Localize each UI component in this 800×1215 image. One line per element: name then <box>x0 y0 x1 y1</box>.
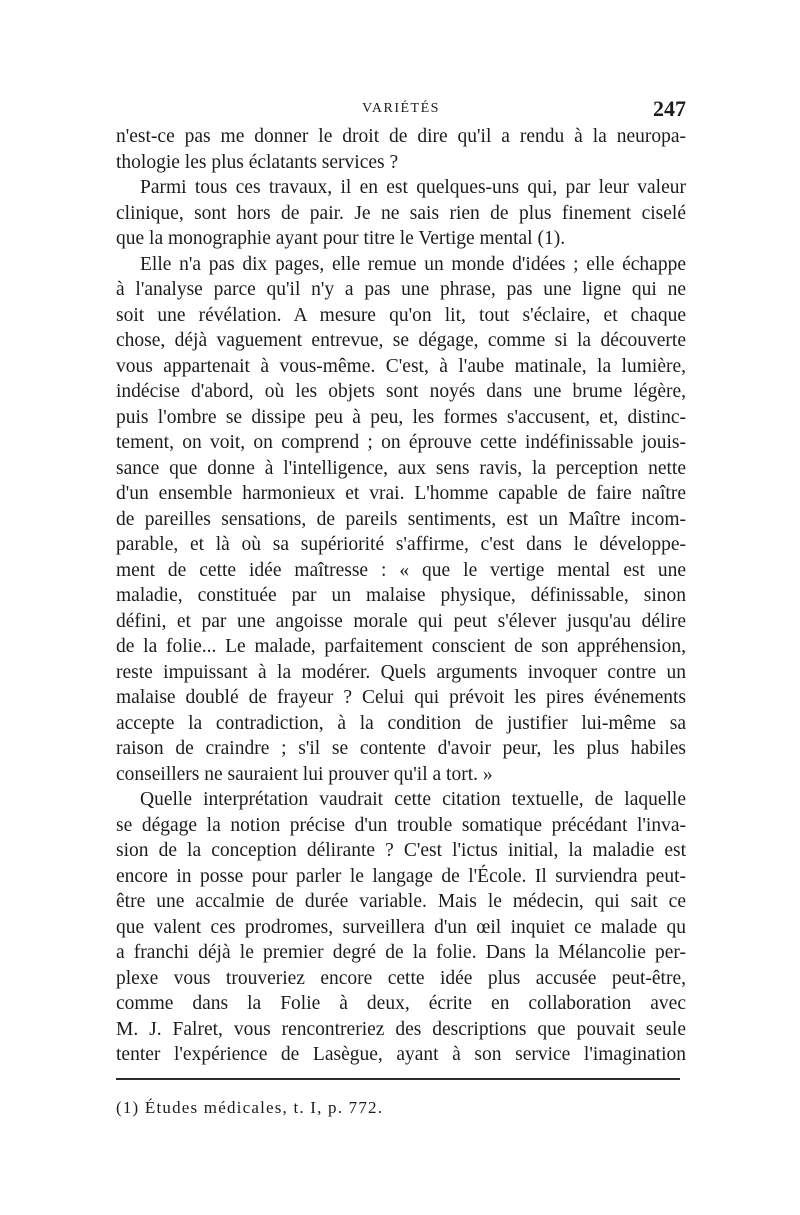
text-line: puis l'ombre se dissipe peu à peu, les formes s'accusent, et, distinc- <box>116 406 686 428</box>
text-line: comme dans la Folie à deux, écrite en collaboration avec <box>116 993 686 1014</box>
text-line: reste impuissant à la modérer. Quels arguments invoquer contre un <box>116 661 686 683</box>
text-line: maladie, constituée par un malaise physique, définissable, sinon <box>116 585 686 606</box>
text-line: de pareilles sensations, de pareils sentiments, est un Maître incom- <box>116 508 686 530</box>
text-line: tenter l'expérience de Lasègue, ayant à son service l'imagination <box>116 1044 686 1065</box>
text-line: M. J. Falret, vous rencontreriez des descriptions que pouvait seule <box>116 1018 686 1040</box>
text-line: Quelle interprétation vaudrait cette citation textuelle, de laquelle <box>140 789 686 810</box>
text-line: raison de craindre ; s'il se contente d'avoir peur, les plus habiles <box>116 738 686 759</box>
body-text <box>116 124 686 1068</box>
text-line: que la monographie ayant pour titre le Vertige mental (1). <box>116 228 566 249</box>
text-line: que valent ces prodromes, surveillera d'un œil inquiet ce malade qu <box>116 916 686 938</box>
text-line: ment de cette idée maîtresse : « que le vertige mental est une <box>116 559 686 581</box>
text-line: a franchi déjà le premier degré de la folie. Dans la Mélancolie per- <box>116 942 686 963</box>
text-line: Parmi tous ces travaux, il en est quelques-uns qui, par leur valeur <box>140 177 686 198</box>
running-title: VARIÉTÉS <box>362 101 440 116</box>
text-line: indécise d'abord, où les objets sont noyés dans une brume légère, <box>116 381 686 402</box>
text-line: thologie les plus éclatants services ? <box>116 151 399 173</box>
text-line: être une accalmie de durée variable. Mais le médecin, qui sait ce <box>116 891 686 912</box>
text-line: plexe vous trouveriez encore cette idée plus accusée peut-être, <box>116 967 686 989</box>
running-head <box>116 96 686 122</box>
text-line: chose, déjà vaguement entrevue, se dégage, comme si la découverte <box>116 330 686 351</box>
text-line: sion de la conception délirante ? C'est l'ictus initial, la maladie est <box>116 840 686 861</box>
text-line: conseillers ne sauraient lui prouver qu'il a tort. » <box>116 763 493 785</box>
text-line: sance que donne à l'intelligence, aux sens ravis, la perception nette <box>116 457 686 479</box>
text-line: tement, on voit, on comprend ; on éprouve cette indéfinissable jouis- <box>116 432 686 453</box>
page-number: 247 <box>653 96 686 121</box>
text-line: encore in posse pour parler le langage de l'École. Il surviendra peut- <box>116 865 686 887</box>
text-line: à l'analyse parce qu'il n'y a pas une phrase, pas une ligne qui ne <box>116 279 686 300</box>
text-line: accepte la contradiction, à la condition de justifier lui-même sa <box>116 712 686 734</box>
text-line: se dégage la notion précise d'un trouble somatique précédant l'inva- <box>116 814 686 836</box>
footnote-rule <box>116 1078 680 1080</box>
text-line: Elle n'a pas dix pages, elle remue un monde d'idées ; elle échappe <box>140 253 686 275</box>
text-line: malaise doublé de frayeur ? Celui qui prévoit les pires événements <box>116 687 686 708</box>
text-line: n'est-ce pas me donner le droit de dire qu'il a rendu à la neuropa- <box>116 126 686 147</box>
text-line: de la folie... Le malade, parfaitement conscient de son appréhension, <box>116 636 686 657</box>
text-line: défini, et par une angoisse morale qui peut s'élever jusqu'au délire <box>116 610 686 632</box>
text-line: soit une révélation. A mesure qu'on lit, tout s'éclaire, et chaque <box>116 304 686 326</box>
text-line: vous appartenait à vous-même. C'est, à l'aube matinale, la lumière, <box>116 355 686 377</box>
text-line: clinique, sont hors de pair. Je ne sais rien de plus finement ciselé <box>116 202 686 224</box>
text-line: parable, et là où sa supériorité s'affirme, c'est dans le développe- <box>116 534 686 555</box>
text-line: d'un ensemble harmonieux et vrai. L'homme capable de faire naître <box>116 483 686 504</box>
footnote: (1) Études médicales, t. I, p. 772. <box>116 1098 384 1117</box>
